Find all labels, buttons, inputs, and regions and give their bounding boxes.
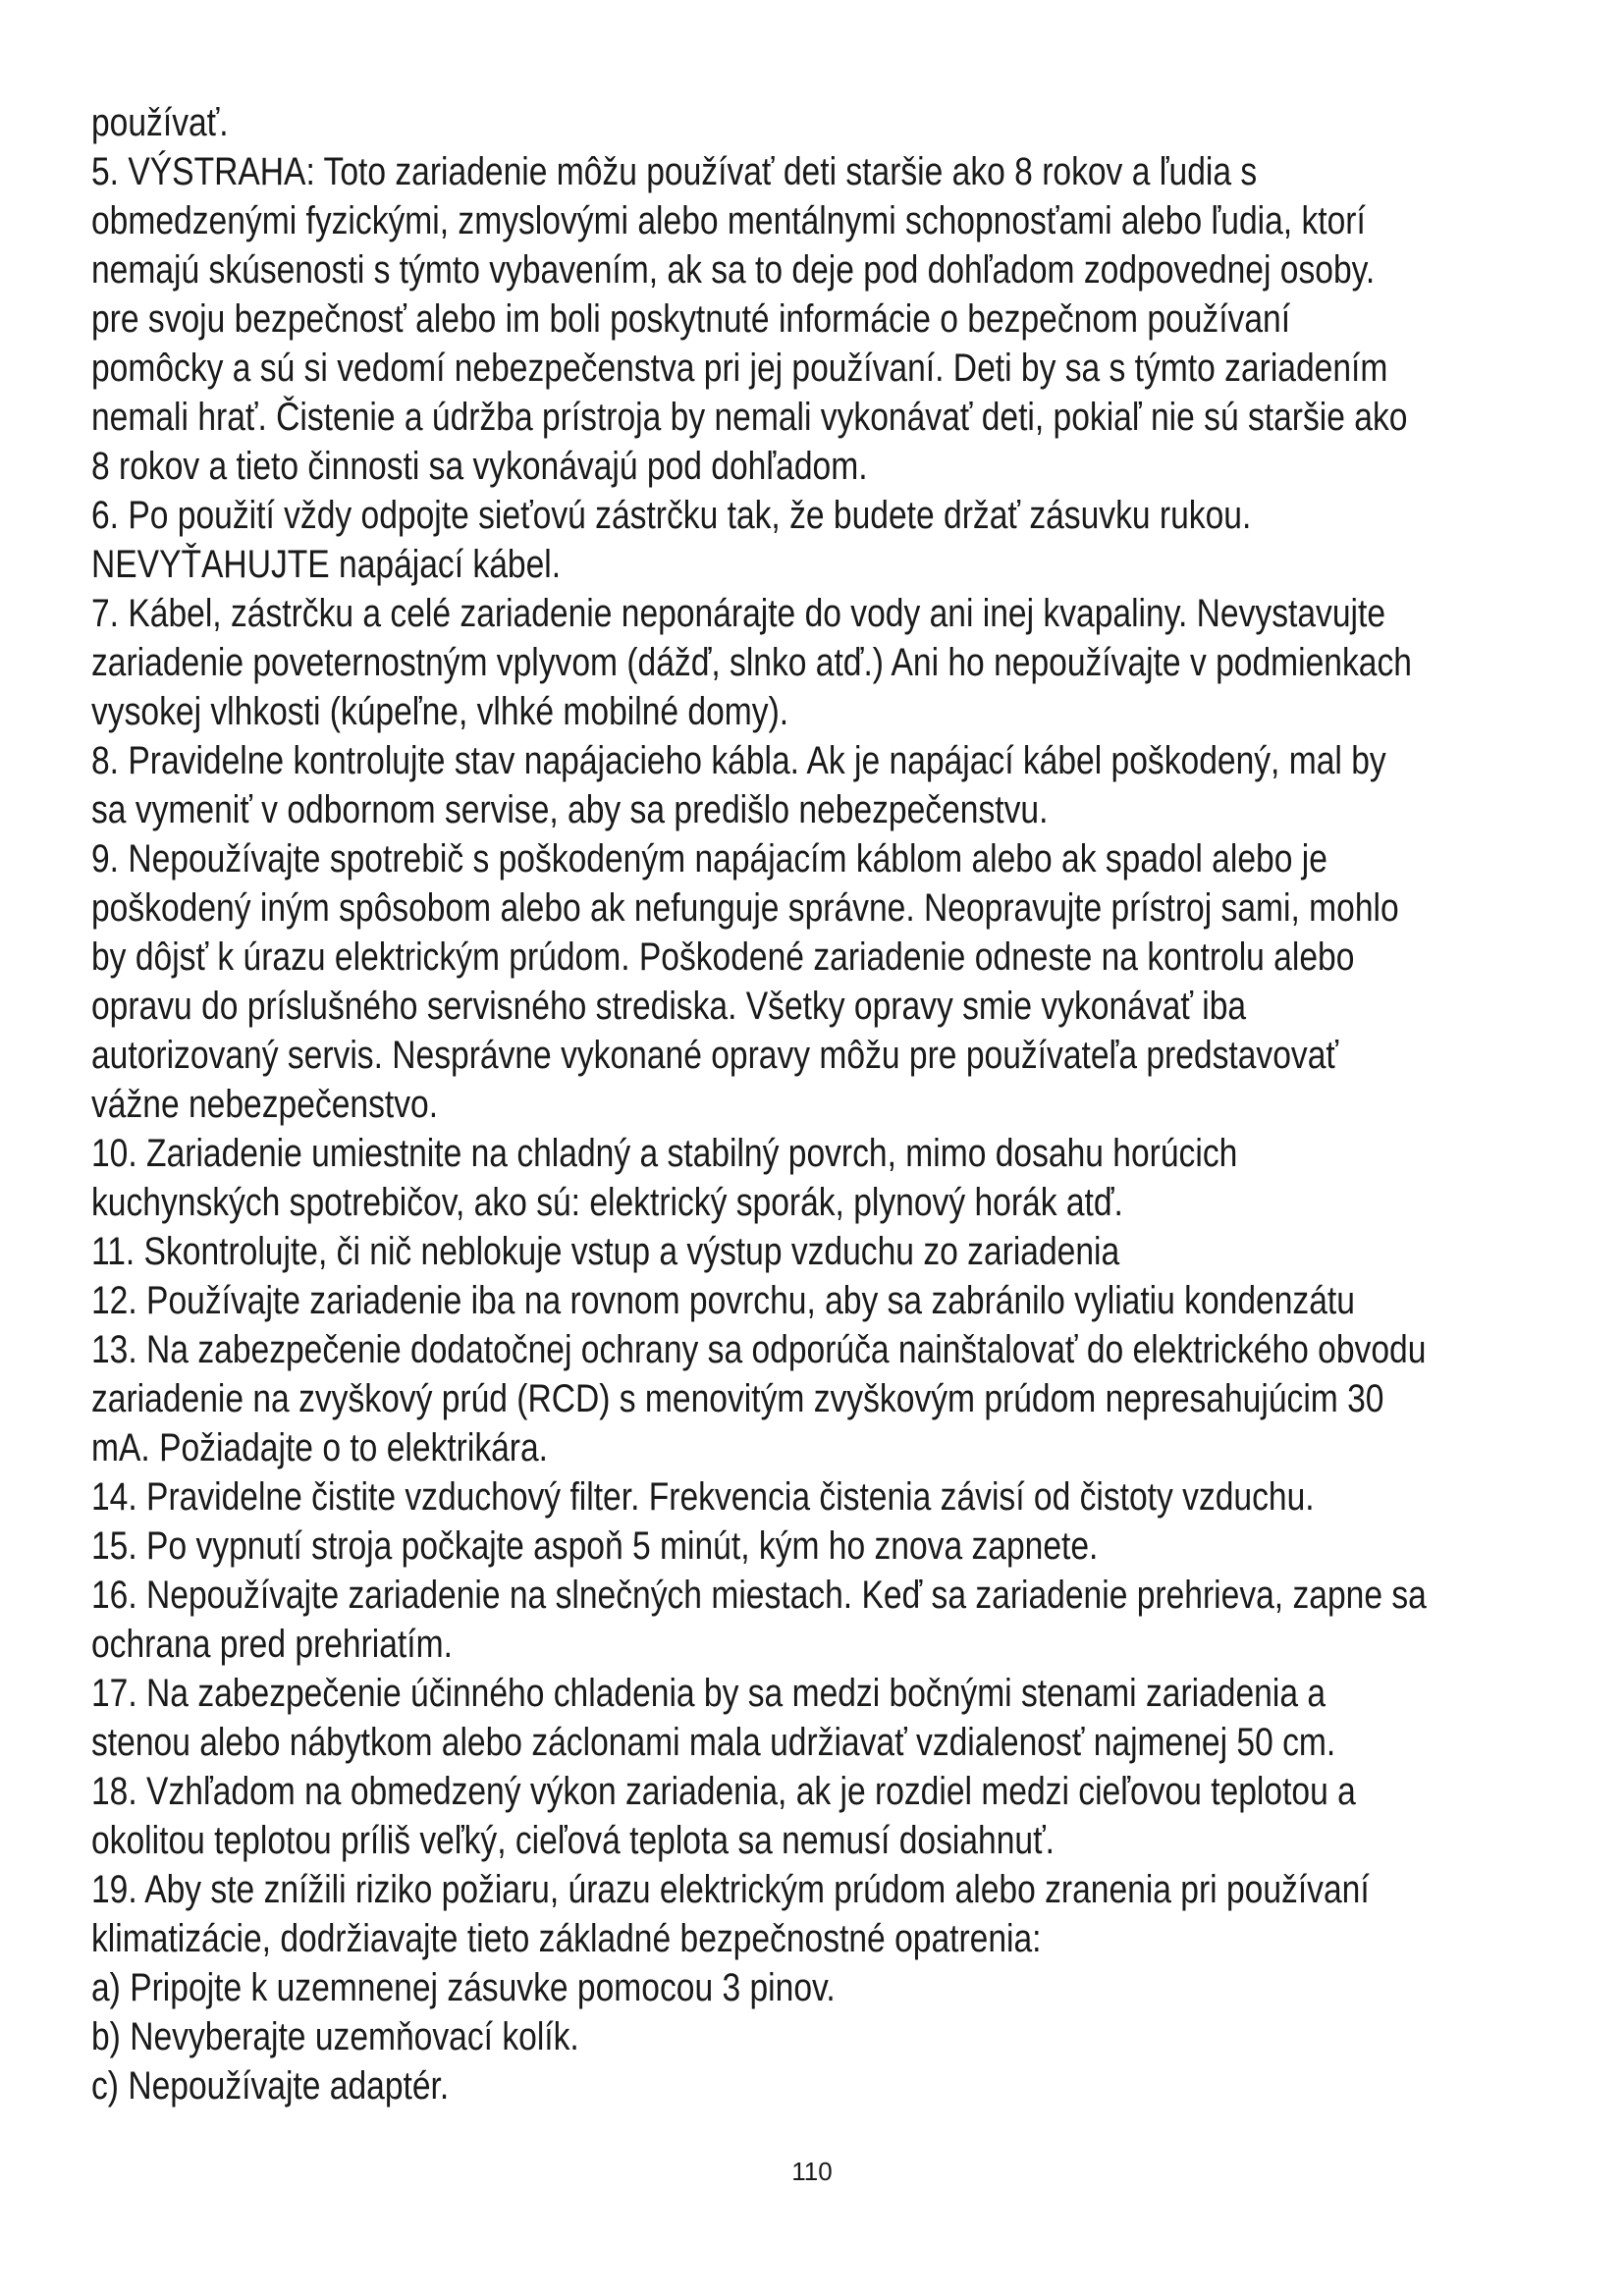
text-line: kuchynských spotrebičov, ako sú: elektrický sporák, plynový horák atď. [91, 1181, 1123, 1224]
text-line: 7. Kábel, zástrčku a celé zariadenie neponárajte do vody ani inej kvapaliny. Nevystavujte [91, 592, 1386, 635]
text-line: 11. Skontrolujte, či nič neblokuje vstup a výstup vzduchu zo zariadenia [91, 1230, 1120, 1273]
text-line: vysokej vlhkosti (kúpeľne, vlhké mobilné domy). [91, 690, 789, 733]
text-line: okolitou teplotou príliš veľký, cieľová teplota sa nemusí dosiahnuť. [91, 1819, 1056, 1862]
text-line: 8. Pravidelne kontrolujte stav napájacieho kábla. Ak je napájací kábel poškodený, mal by [91, 739, 1386, 782]
text-line: poškodený iným spôsobom alebo ak nefunguje správne. Neopravujte prístroj sami, mohlo [91, 886, 1399, 930]
text-line: zariadenie na zvyškový prúd (RCD) s menovitým zvyškovým prúdom nepresahujúcim 30 [91, 1377, 1384, 1420]
text-line: autorizovaný servis. Nesprávne vykonané opravy môžu pre používateľa predstavovať [91, 1034, 1339, 1077]
text-line: pomôcky a sú si vedomí nebezpečenstva pri jej používaní. Deti by sa s týmto zariadením [91, 347, 1388, 390]
text-line: ochrana pred prehriatím. [91, 1623, 453, 1666]
text-line: 12. Používajte zariadenie iba na rovnom povrchu, aby sa zabránilo vyliatiu kondenzátu [91, 1279, 1355, 1322]
page-number: 110 [791, 2157, 833, 2186]
text-line: klimatizácie, dodržiavajte tieto základné bezpečnostné opatrenia: [91, 1917, 1042, 1960]
text-line: nemali hrať. Čistenie a údržba prístroja by nemali vykonávať deti, pokiaľ nie sú staršie ako [91, 396, 1408, 439]
text-line: nemajú skúsenosti s týmto vybavením, ak sa to deje pod dohľadom zodpovednej osoby. [91, 248, 1376, 292]
text-line: 8 rokov a tieto činnosti sa vykonávajú pod dohľadom. [91, 445, 868, 488]
text-line: 19. Aby ste znížili riziko požiaru, úrazu elektrickým prúdom alebo zranenia pri používaní [91, 1868, 1370, 1911]
text-line: obmedzenými fyzickými, zmyslovými alebo mentálnymi schopnosťami alebo ľudia, ktorí [91, 199, 1366, 242]
text-line: 9. Nepoužívajte spotrebič s poškodeným napájacím káblom alebo ak spadol alebo je [91, 837, 1327, 881]
text-line: 17. Na zabezpečenie účinného chladenia by sa medzi bočnými stenami zariadenia a [91, 1672, 1326, 1715]
text-line: 14. Pravidelne čistite vzduchový filter. Frekvencia čistenia závisí od čistoty vzduchu. [91, 1475, 1315, 1519]
text-line: b) Nevyberajte uzemňovací kolík. [91, 2015, 579, 2058]
text-line: zariadenie poveternostným vplyvom (dážď, slnko atď.) Ani ho nepoužívajte v podmienkach [91, 641, 1412, 684]
text-line: mA. Požiadajte o to elektrikára. [91, 1426, 549, 1469]
text-line: 18. Vzhľadom na obmedzený výkon zariadenia, ak je rozdiel medzi cieľovou teplotou a [91, 1770, 1356, 1813]
text-line: by dôjsť k úrazu elektrickým prúdom. Poškodené zariadenie odneste na kontrolu alebo [91, 935, 1355, 979]
text-line: používať. [91, 101, 229, 144]
text-line: stenou alebo nábytkom alebo záclonami mala udržiavať vzdialenosť najmenej 50 cm. [91, 1721, 1336, 1764]
text-line: opravu do príslušného servisného strediska. Všetky opravy smie vykonávať iba [91, 985, 1247, 1028]
text-line: pre svoju bezpečnosť alebo im boli poskytnuté informácie o bezpečnom používaní [91, 297, 1291, 341]
text-line: 6. Po použití vždy odpojte sieťovú zástrčku tak, že budete držať zásuvku rukou. [91, 494, 1252, 537]
text-line: a) Pripojte k uzemnenej zásuvke pomocou 3 pinov. [91, 1966, 836, 2009]
text-line: 16. Nepoužívajte zariadenie na slnečných miestach. Keď sa zariadenie prehrieva, zapne sa [91, 1574, 1427, 1617]
text-line: 5. VÝSTRAHA: Toto zariadenie môžu používať deti staršie ako 8 rokov a ľudia s [91, 150, 1258, 193]
text-line: vážne nebezpečenstvo. [91, 1083, 439, 1126]
text-line: 13. Na zabezpečenie dodatočnej ochrany sa odporúča nainštalovať do elektrického obvodu [91, 1328, 1427, 1371]
text-line: 10. Zariadenie umiestnite na chladný a stabilný povrch, mimo dosahu horúcich [91, 1132, 1238, 1175]
safety-instructions-text [91, 98, 1427, 2110]
text-line: 15. Po vypnutí stroja počkajte aspoň 5 minút, kým ho znova zapnete. [91, 1524, 1099, 1568]
text-line: sa vymeniť v odbornom servise, aby sa predišlo nebezpečenstvu. [91, 788, 1049, 831]
text-line: c) Nepoužívajte adaptér. [91, 2064, 450, 2108]
text-line: NEVYŤAHUJTE napájací kábel. [91, 543, 562, 586]
